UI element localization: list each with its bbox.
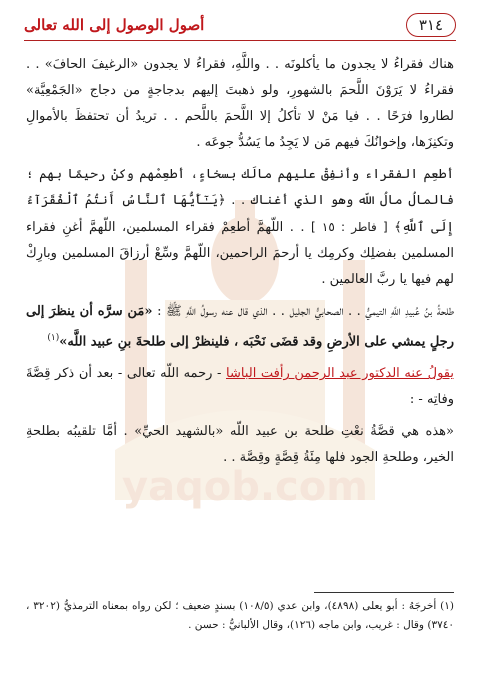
author-citation: يقولُ عنه الدكتور عبد الرحمن رأفت الباشا bbox=[226, 366, 454, 382]
running-title: أصول الوصول إلى الله تعالى bbox=[24, 16, 205, 34]
footnote-divider bbox=[314, 592, 454, 593]
paragraph-2-text: أطعِم الفقراء وأنفِقْ عليهم مالَك بسخاءٍ، أطعِمْهم وكنْ رحيمًا بهم ؛ فالمالُ مالُ اللّه وهو الذي أغناك . . ﴿يَـٰٓأَيُّهَا ٱلنَّاسُ أَنتُمُ ٱلْفُقَرَآءُ إِلَى ٱللَّهِ﴾ bbox=[26, 167, 455, 235]
footnote-marker[interactable]: (١) bbox=[47, 333, 60, 343]
page-header bbox=[24, 10, 456, 41]
paragraph-2 bbox=[26, 162, 454, 293]
page-number: ٣١٤ bbox=[406, 13, 456, 37]
paragraph-3 bbox=[26, 299, 454, 355]
paragraph-2-tail: . . اللّهمَّ أطعِمْ فقراء المسلمين، اللّهمَّ أغنِ فقراء المسلمين بفضلِك وكرمِك يا أرحمَ الراحمين، اللّهمَّ وسِّعْ أرزاقَ المسلمين وبارِكْ لهم فيها يا ربَّ العالمين . bbox=[26, 220, 454, 287]
page-body bbox=[26, 52, 454, 477]
paragraph-3-intro: طلحةُ بنُ عُبيدِ اللَّهِ التيميُّ . . الصحابيُّ الجليل . . الذي قال عنه رسولُ اللَّهِ ﷺ : bbox=[157, 304, 454, 319]
footnote-section bbox=[26, 592, 454, 635]
paragraph-1: هناك فقراءُ لا يجدون ما يأكلونَه . . واللَّهِ، فقراءُ لا يجدون «الرغيفَ الحافَ» . . فقراءُ لا يَرَوْنَ اللَّحمَ بالشهورِ، ولو ذهبتَ إليهم بدجاجةٍ من دجاج «الجَمْعِيَّة» لطاروا فرَحًا . . فيا مَنْ لا تأكلُ إلا اللَّحمَ باللَّحم . . تريدُ أن تحتفظَ بالأموالِ وتكنِزَها، وإخوانُكَ فيهم مَن لا يَجِدُ ما يَسُدُّ جوعَه . bbox=[26, 57, 454, 150]
paragraph-4-tail: - رحمه اللّه تعالى - بعد أن ذكر قِصَّةَ وفاتِه - : bbox=[26, 366, 454, 408]
footnote-text: (١) أخرجَهُ : أبو يعلى (٤٨٩٨)، وابن عدي (١٠٨/٥) بسندٍ ضعيف ؛ لكن رواه بمعناه الترمذيُّ (٣٢٠٢ ، ٣٧٤٠) وقال : غريب، وابن ماجه (١٢٦)، وقال الألبانيُّ : حسن . bbox=[26, 600, 454, 631]
quran-reference: [ فاطر : ١٥ ] bbox=[311, 220, 388, 234]
watermark-text: yaqob.com bbox=[122, 464, 368, 510]
paragraph-5: «هذه هي قصَّةُ نعْتِ طلحة بن عبيد اللّه «بالشهيد الحيِّ» . أمَّا تلقيبُه بطلحةِ الخير، وطلحةِ الجود فلها مِئَةُ قِصَّةٍ وقِصَّة . . bbox=[26, 424, 454, 466]
paragraph-4 bbox=[26, 361, 454, 413]
hadith-quote: «مَن سرَّه أن ينظرَ إلى رجلٍ يمشي على الأرضِ وقد قضَى نَحْبَه ، فلينظرْ إلى طلحةَ بنِ عبيد اللَّه» bbox=[26, 304, 454, 350]
